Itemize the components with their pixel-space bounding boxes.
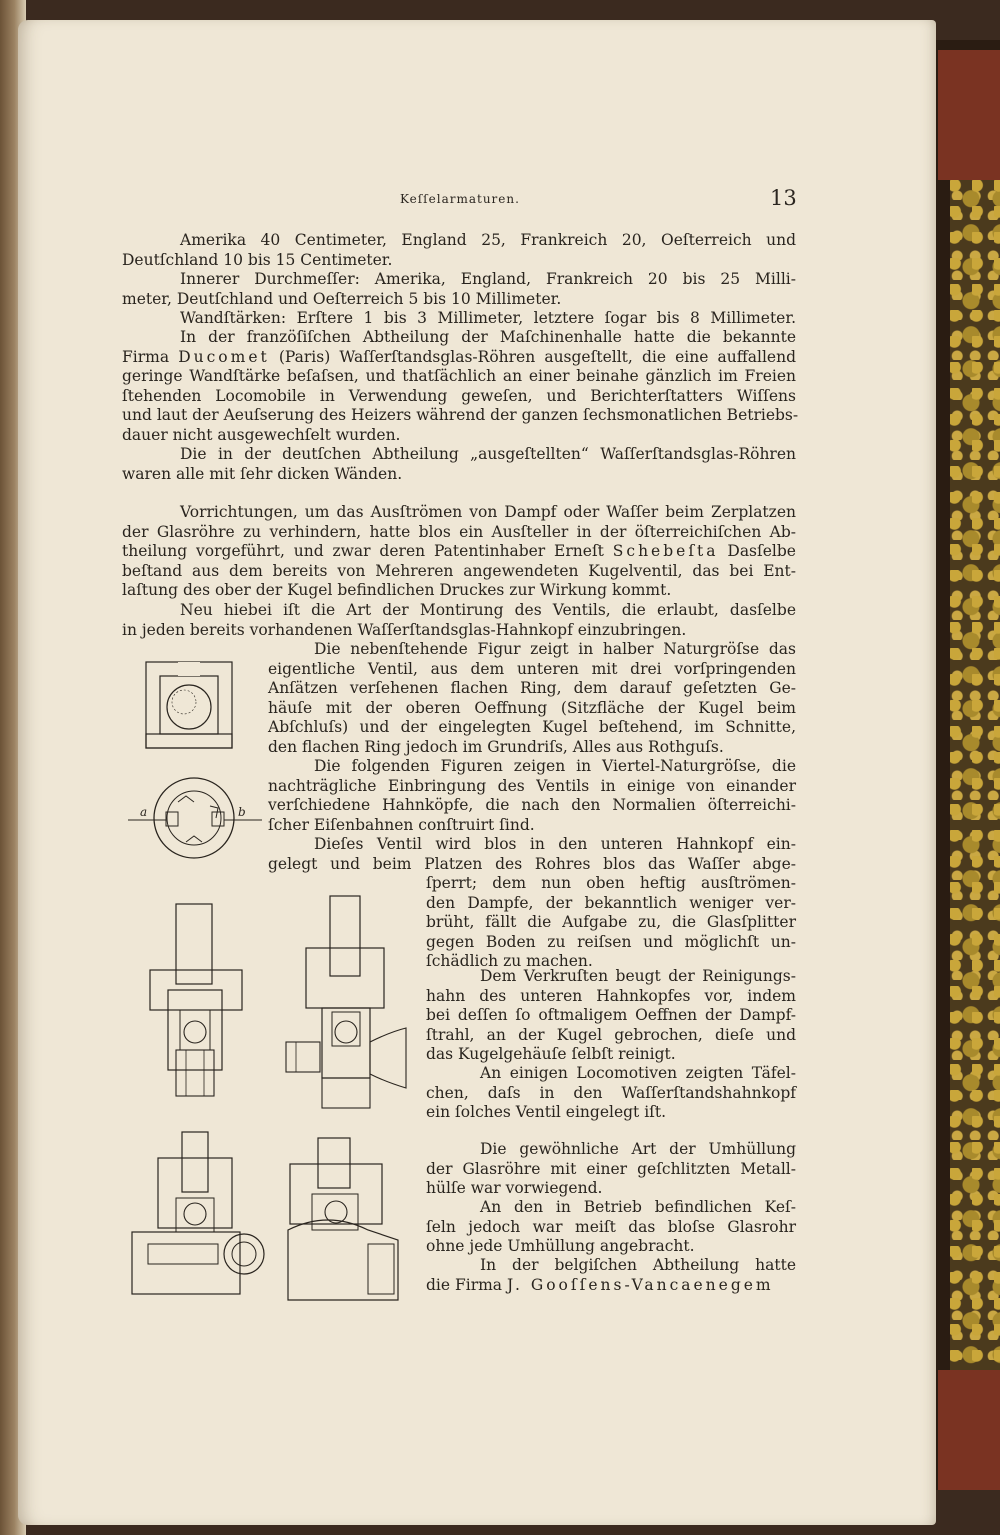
- paragraph-locomotive-plates: [426, 1064, 796, 1123]
- text-line: der Glasröhre zu verhindern, hatte blos ein Ausſteller in der öſterreichiſchen Ab-: [122, 522, 796, 541]
- paragraph-sheathing: [426, 1140, 796, 1199]
- text-line: den flachen Ring jedoch im Grundriſs, Alles aus Rothguſs.: [268, 737, 724, 756]
- text-line: Dieſes Ventil wird blos in den unteren Hahnkopf ein-: [314, 835, 796, 853]
- paragraph-french-section: [122, 328, 799, 445]
- paragraph-mounting: [122, 601, 796, 640]
- text-line: der Glasröhre mit einer geſchlitzten Metall-: [426, 1159, 796, 1178]
- valve-section-figure: [144, 660, 236, 750]
- text-line: Deutſchland 10 bis 15 Centimeter.: [122, 250, 393, 269]
- text-fragment: die Firma: [426, 1275, 503, 1294]
- text-line: ohne jede Umhüllung angebracht.: [426, 1237, 695, 1255]
- text-line: gegen Boden zu reiſsen und möglichſt un-: [426, 932, 796, 951]
- text-fragment: Dasſelbe: [727, 542, 796, 560]
- text-line: in jeden bereits vorhandenen Waſſerſtandsglas-Hahnkopf einzubringen.: [122, 620, 687, 639]
- cock-head-figure-3: [128, 1128, 268, 1300]
- cock-head-figure-1: [146, 900, 246, 1100]
- text-line: das Kugelgehäuſe ſelbſt reinigt.: [426, 1045, 676, 1063]
- paragraph-belgian-section: [426, 1256, 796, 1295]
- text-line: verſchiedene Hahnköpfe, die nach den Normalien öſterreichi-: [268, 796, 796, 814]
- text-line: ſperrt; dem nun oben heftig ausſtrömen-: [426, 874, 796, 892]
- cover-corner-bottom: [938, 1370, 1000, 1490]
- paragraph-figure-description: [268, 640, 796, 757]
- running-header: Keſſelarmaturen.: [400, 192, 520, 206]
- text-line: In der belgiſchen Abtheilung hatte: [480, 1256, 796, 1274]
- text-line: Anſätzen verſehenen flachen Ring, dem darauf geſetzten Ge-: [268, 679, 796, 697]
- text-line: ſchädlich zu machen.: [426, 952, 593, 970]
- text-line: An einigen Locomotiven zeigten Täfel-: [480, 1064, 796, 1082]
- text-line: ſeln jedoch war meiſt das bloſse Glasrohr: [426, 1217, 796, 1236]
- text-line: Die gewöhnliche Art der Umhüllung: [480, 1140, 796, 1158]
- text-line: ſcher Eiſenbahnen conſtruirt ſind.: [268, 815, 535, 834]
- text-line: Vorrichtungen, um das Ausſtrömen von Dampf oder Waſſer beim Zerplatzen: [180, 503, 796, 521]
- cover-corner-top: [938, 50, 1000, 180]
- text-line: den Dampfe, der bekanntlich weniger ver-: [426, 893, 796, 912]
- text-line: An den in Betrieb befindlichen Keſ-: [480, 1198, 796, 1216]
- text-line: nachträgliche Einbringung des Ventils in einige von einander: [268, 776, 796, 795]
- text-line: gelegt und beim Platzen des Rohres blos das Waſſer abge-: [268, 854, 796, 873]
- text-line: Dem Verkruſten beugt der Reinigungs-: [480, 967, 796, 985]
- text-line: [122, 542, 796, 562]
- text-line: brüht, fällt die Aufgabe zu, die Glasſplitter: [426, 913, 796, 931]
- text-line: Die folgenden Figuren zeigen in Viertel-Naturgröſse, die: [314, 757, 796, 775]
- text-line: eigentliche Ventil, aus dem unteren mit drei vorſpringenden: [268, 659, 796, 678]
- text-line: laſtung des ober der Kugel befindlichen Druckes zur Wirkung kommt.: [122, 581, 672, 599]
- text-line: beſtand aus dem bereits von Mehreren angewendeten Kugelventil, das bei Ent-: [122, 561, 796, 580]
- text-fragment: Firma: [122, 347, 170, 366]
- paragraph-cleaning: [426, 967, 796, 1065]
- text-line: hahn des unteren Hahnkopfes vor, indem: [426, 986, 796, 1005]
- paragraph-valve-placement-cont: [426, 874, 796, 972]
- text-line: geringe Wandſtärke beſaſsen, und thatſächlich an einer beinahe gänzlich im Freien: [122, 367, 796, 385]
- text-line: Die nebenſtehende Figur zeigt in halber Naturgröſse das: [314, 640, 796, 658]
- text-line: Neu hiebei iſt die Art der Montirung des Ventils, die erlaubt, dasſelbe: [180, 601, 796, 619]
- paragraph-following-figures: [268, 757, 796, 835]
- figure-label-a: a: [140, 805, 148, 819]
- cover-marbled-board: [950, 180, 1000, 1380]
- text-line: waren alle mit ſehr dicken Wänden.: [122, 464, 403, 483]
- ring-plan-figure: [126, 776, 266, 864]
- paragraph-german-section: [122, 445, 796, 484]
- text-line: ſtehenden Locomobile in Verwendung geweſen, und Berichterſtatters Wiſſens: [122, 386, 796, 405]
- text-line: chen, daſs in den Waſſerſtandshahnkopf: [426, 1083, 796, 1102]
- text-line: bei deſſen ſo oftmaligem Oeffnen der Dampf-: [426, 1006, 796, 1024]
- text-line: In der franzöſiſchen Abtheilung der Maſchinenhalle hatte die bekannte: [180, 328, 796, 346]
- text-line: Amerika 40 Centimeter, England 25, Frankreich 20, Oeſterreich und: [180, 231, 796, 249]
- text-line: ein ſolches Ventil eingelegt iſt.: [426, 1103, 667, 1121]
- text-line: meter, Deutſchland und Oeſterreich 5 bis 10 Millimeter.: [122, 289, 562, 308]
- paragraph-diameter: [122, 270, 796, 309]
- text-line: häuſe mit der oberen Oeffnung (Sitzfläche der Kugel beim: [268, 698, 796, 717]
- text-line: [122, 348, 796, 368]
- text-fragment: (Paris) Waſſerſtandsglas-Röhren ausgeſtellt, die eine auffallend: [278, 347, 797, 366]
- text-line: [426, 1276, 796, 1296]
- page-number: 13: [770, 186, 797, 210]
- company-name-goossens: J. Gooſſens-Vancaenegem: [506, 1275, 774, 1294]
- text-line: Innerer Durchmeſſer: Amerika, England, Frankreich 20 bis 25 Milli-: [180, 270, 796, 288]
- paragraph-lengths: [122, 231, 796, 270]
- text-line: dauer nicht ausgewechſelt wurden.: [122, 425, 401, 444]
- text-line: hülſe war vorwiegend.: [426, 1179, 603, 1197]
- text-line: ſtrahl, an der Kugel gebrochen, dieſe und: [426, 1025, 796, 1044]
- paragraph-valve-placement: [268, 835, 796, 874]
- company-name-ducomet: Ducomet: [178, 347, 270, 366]
- text-fragment: theilung vorgeführt, und zwar deren Patentinhaber Erneſt: [122, 542, 604, 560]
- paragraph-wall-thickness: [122, 309, 796, 329]
- cock-head-figure-2: [282, 892, 412, 1112]
- cock-head-figure-4: [284, 1134, 414, 1306]
- person-name-schebesta: Schebeſta: [612, 542, 719, 560]
- text-line: und laut der Aeuſserung des Heizers während der ganzen ſechsmonatlichen Betriebs-: [122, 406, 799, 424]
- text-line: Abſchluſs) und der eingelegten Kugel beſtehend, im Schnitte,: [268, 718, 796, 736]
- paragraph-bare-glass: [426, 1198, 796, 1257]
- text-line: Wandſtärken: Erſtere 1 bis 3 Millimeter, letztere ſogar bis 8 Millimeter.: [180, 309, 796, 327]
- text-line: Die in der deutſchen Abtheilung „ausgeſtellten“ Waſſerſtandsglas-Röhren: [180, 445, 796, 463]
- figure-label-b: b: [238, 805, 246, 819]
- paragraph-devices: [122, 503, 796, 601]
